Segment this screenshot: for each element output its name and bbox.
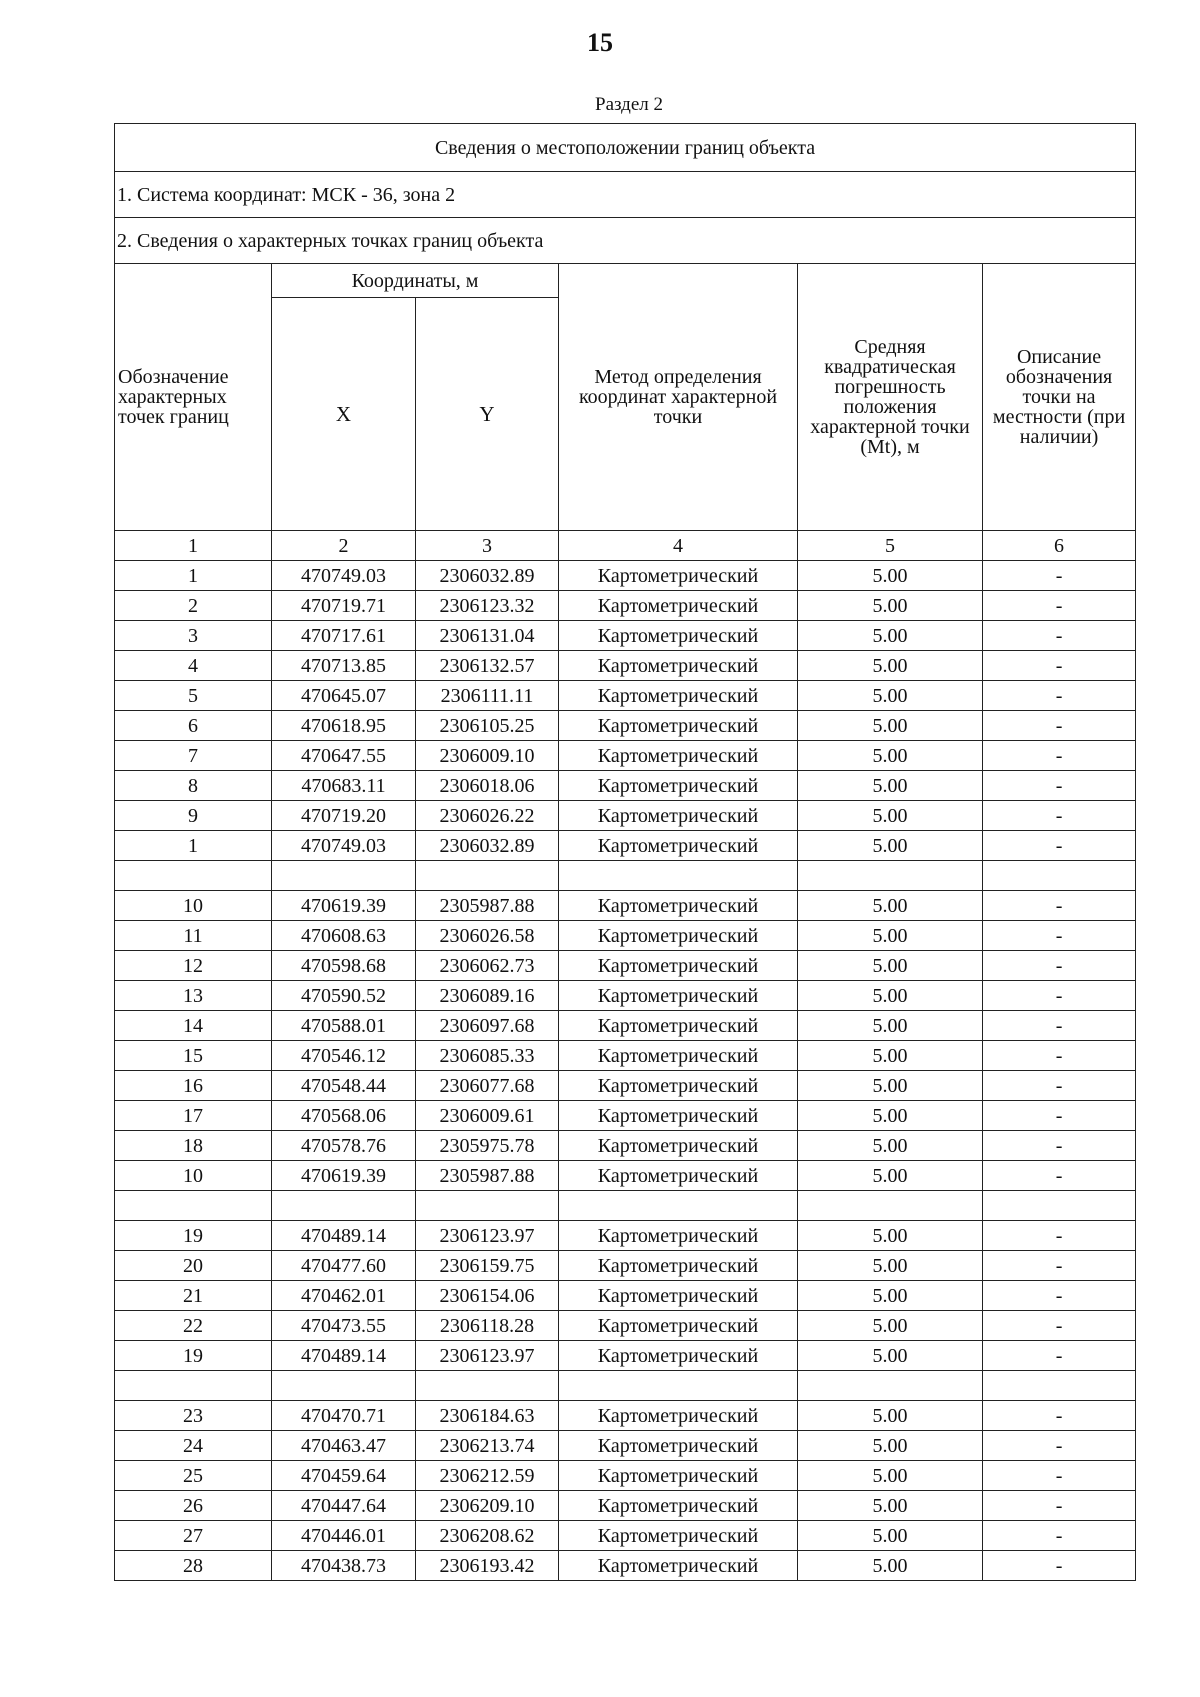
point-id-cell (115, 1371, 272, 1401)
x-coordinate-cell: 470713.85 (272, 651, 416, 681)
point-id-cell: 4 (115, 651, 272, 681)
column-number-cell: 6 (983, 531, 1136, 561)
column-number-cell: 5 (798, 531, 983, 561)
x-coordinate-cell: 470446.01 (272, 1521, 416, 1551)
description-cell (983, 1371, 1136, 1401)
method-cell: Картометрический (559, 1101, 798, 1131)
error-cell: 5.00 (798, 1131, 983, 1161)
table-row (115, 621, 1136, 651)
table-row (115, 1221, 1136, 1251)
y-coordinate-cell: 2306123.97 (416, 1341, 559, 1371)
header-method: Метод определения координат характерной точки (559, 264, 798, 531)
table-row (115, 891, 1136, 921)
method-cell (559, 861, 798, 891)
point-id-cell: 16 (115, 1071, 272, 1101)
header-error: Средняя квадратическая погрешность положения характерной точки (Mt), м (798, 264, 983, 531)
x-coordinate-cell: 470546.12 (272, 1041, 416, 1071)
error-cell: 5.00 (798, 1431, 983, 1461)
method-cell: Картометрический (559, 1491, 798, 1521)
error-cell: 5.00 (798, 1011, 983, 1041)
description-cell: - (983, 1491, 1136, 1521)
method-cell: Картометрический (559, 1281, 798, 1311)
description-cell: - (983, 951, 1136, 981)
description-cell: - (983, 561, 1136, 591)
point-id-cell: 27 (115, 1521, 272, 1551)
error-cell: 5.00 (798, 711, 983, 741)
y-coordinate-cell: 2306097.68 (416, 1011, 559, 1041)
error-cell: 5.00 (798, 1071, 983, 1101)
column-number-row (115, 531, 1136, 561)
error-cell: 5.00 (798, 1521, 983, 1551)
y-coordinate-cell: 2306154.06 (416, 1281, 559, 1311)
points-caption-row (115, 218, 1136, 264)
description-cell: - (983, 681, 1136, 711)
description-cell: - (983, 891, 1136, 921)
point-id-cell: 10 (115, 1161, 272, 1191)
method-cell: Картометрический (559, 891, 798, 921)
table-row (115, 1131, 1136, 1161)
method-cell: Картометрический (559, 1161, 798, 1191)
x-coordinate-cell: 470618.95 (272, 711, 416, 741)
error-cell: 5.00 (798, 621, 983, 651)
table-row (115, 1341, 1136, 1371)
error-cell: 5.00 (798, 1101, 983, 1131)
method-cell (559, 1371, 798, 1401)
y-coordinate-cell: 2305987.88 (416, 891, 559, 921)
point-id-cell: 22 (115, 1311, 272, 1341)
table-row (115, 591, 1136, 621)
table-row (115, 921, 1136, 951)
error-cell: 5.00 (798, 1251, 983, 1281)
y-coordinate-cell: 2306159.75 (416, 1251, 559, 1281)
table-title-row (115, 124, 1136, 172)
method-cell: Картометрический (559, 1401, 798, 1431)
x-coordinate-cell: 470719.20 (272, 801, 416, 831)
description-cell: - (983, 981, 1136, 1011)
point-id-cell: 17 (115, 1101, 272, 1131)
point-id-cell: 6 (115, 711, 272, 741)
separator-row (115, 861, 1136, 891)
table-row (115, 651, 1136, 681)
y-coordinate-cell: 2306184.63 (416, 1401, 559, 1431)
table-row (115, 1101, 1136, 1131)
table-row (115, 1491, 1136, 1521)
x-coordinate-cell: 470719.71 (272, 591, 416, 621)
point-id-cell: 3 (115, 621, 272, 651)
header-x: X (272, 298, 416, 531)
error-cell: 5.00 (798, 591, 983, 621)
point-id-cell: 5 (115, 681, 272, 711)
x-coordinate-cell: 470645.07 (272, 681, 416, 711)
description-cell: - (983, 1131, 1136, 1161)
method-cell: Картометрический (559, 591, 798, 621)
error-cell: 5.00 (798, 831, 983, 861)
y-coordinate-cell: 2306123.32 (416, 591, 559, 621)
separator-row (115, 1371, 1136, 1401)
table-row (115, 801, 1136, 831)
x-coordinate-cell (272, 861, 416, 891)
x-coordinate-cell: 470608.63 (272, 921, 416, 951)
y-coordinate-cell: 2306077.68 (416, 1071, 559, 1101)
description-cell: - (983, 591, 1136, 621)
error-cell: 5.00 (798, 921, 983, 951)
method-cell: Картометрический (559, 741, 798, 771)
coord-system-row (115, 172, 1136, 218)
separator-row (115, 1191, 1136, 1221)
y-coordinate-cell: 2306193.42 (416, 1551, 559, 1581)
y-coordinate-cell: 2306111.11 (416, 681, 559, 711)
description-cell: - (983, 1431, 1136, 1461)
x-coordinate-cell: 470619.39 (272, 891, 416, 921)
x-coordinate-cell: 470647.55 (272, 741, 416, 771)
error-cell: 5.00 (798, 1221, 983, 1251)
column-number-cell: 2 (272, 531, 416, 561)
description-cell: - (983, 1161, 1136, 1191)
method-cell: Картометрический (559, 681, 798, 711)
x-coordinate-cell (272, 1371, 416, 1401)
error-cell: 5.00 (798, 1551, 983, 1581)
table-row (115, 1551, 1136, 1581)
y-coordinate-cell: 2306032.89 (416, 831, 559, 861)
table-row (115, 831, 1136, 861)
table-title: Сведения о местоположении границ объекта (115, 124, 1136, 172)
description-cell: - (983, 651, 1136, 681)
coord-system-text: 1. Система координат: МСК - 36, зона 2 (115, 172, 1136, 218)
method-cell: Картометрический (559, 651, 798, 681)
description-cell: - (983, 1071, 1136, 1101)
description-cell: - (983, 921, 1136, 951)
description-cell: - (983, 1101, 1136, 1131)
y-coordinate-cell: 2306123.97 (416, 1221, 559, 1251)
description-cell: - (983, 1521, 1136, 1551)
description-cell: - (983, 1041, 1136, 1071)
method-cell: Картометрический (559, 1431, 798, 1461)
point-id-cell: 21 (115, 1281, 272, 1311)
description-cell: - (983, 1311, 1136, 1341)
point-id-cell: 8 (115, 771, 272, 801)
y-coordinate-cell (416, 1191, 559, 1221)
y-coordinate-cell: 2306085.33 (416, 1041, 559, 1071)
error-cell: 5.00 (798, 1311, 983, 1341)
x-coordinate-cell: 470489.14 (272, 1341, 416, 1371)
method-cell: Картометрический (559, 1251, 798, 1281)
header-point-designation: Обозначение характерных точек границ (115, 264, 272, 531)
description-cell: - (983, 771, 1136, 801)
method-cell: Картометрический (559, 1131, 798, 1161)
y-coordinate-cell: 2306062.73 (416, 951, 559, 981)
y-coordinate-cell: 2306089.16 (416, 981, 559, 1011)
description-cell: - (983, 1011, 1136, 1041)
point-id-cell: 1 (115, 561, 272, 591)
error-cell: 5.00 (798, 981, 983, 1011)
point-id-cell: 15 (115, 1041, 272, 1071)
table-row (115, 1311, 1136, 1341)
description-cell: - (983, 1341, 1136, 1371)
y-coordinate-cell: 2306209.10 (416, 1491, 559, 1521)
y-coordinate-cell: 2306132.57 (416, 651, 559, 681)
y-coordinate-cell: 2306026.58 (416, 921, 559, 951)
x-coordinate-cell: 470548.44 (272, 1071, 416, 1101)
error-cell: 5.00 (798, 651, 983, 681)
point-id-cell: 20 (115, 1251, 272, 1281)
point-id-cell (115, 861, 272, 891)
table-row (115, 771, 1136, 801)
y-coordinate-cell: 2306009.61 (416, 1101, 559, 1131)
x-coordinate-cell: 470470.71 (272, 1401, 416, 1431)
method-cell: Картометрический (559, 981, 798, 1011)
point-id-cell: 23 (115, 1401, 272, 1431)
error-cell: 5.00 (798, 891, 983, 921)
x-coordinate-cell: 470578.76 (272, 1131, 416, 1161)
y-coordinate-cell: 2306118.28 (416, 1311, 559, 1341)
description-cell: - (983, 621, 1136, 651)
table-row (115, 1431, 1136, 1461)
x-coordinate-cell (272, 1191, 416, 1221)
description-cell: - (983, 1551, 1136, 1581)
y-coordinate-cell: 2306026.22 (416, 801, 559, 831)
description-cell: - (983, 1221, 1136, 1251)
error-cell: 5.00 (798, 1281, 983, 1311)
description-cell: - (983, 801, 1136, 831)
table-row (115, 741, 1136, 771)
method-cell: Картометрический (559, 951, 798, 981)
point-id-cell: 2 (115, 591, 272, 621)
error-cell: 5.00 (798, 1041, 983, 1071)
y-coordinate-cell: 2306105.25 (416, 711, 559, 741)
table-row (115, 981, 1136, 1011)
point-id-cell: 7 (115, 741, 272, 771)
point-id-cell: 10 (115, 891, 272, 921)
x-coordinate-cell: 470477.60 (272, 1251, 416, 1281)
y-coordinate-cell: 2306018.06 (416, 771, 559, 801)
error-cell (798, 861, 983, 891)
method-cell: Картометрический (559, 771, 798, 801)
x-coordinate-cell: 470438.73 (272, 1551, 416, 1581)
point-id-cell: 24 (115, 1431, 272, 1461)
point-id-cell: 13 (115, 981, 272, 1011)
x-coordinate-cell: 470462.01 (272, 1281, 416, 1311)
x-coordinate-cell: 470459.64 (272, 1461, 416, 1491)
error-cell: 5.00 (798, 771, 983, 801)
error-cell: 5.00 (798, 741, 983, 771)
x-coordinate-cell: 470598.68 (272, 951, 416, 981)
point-id-cell: 19 (115, 1221, 272, 1251)
point-id-cell: 26 (115, 1491, 272, 1521)
description-cell: - (983, 1461, 1136, 1491)
y-coordinate-cell: 2306212.59 (416, 1461, 559, 1491)
x-coordinate-cell: 470619.39 (272, 1161, 416, 1191)
method-cell: Картометрический (559, 1011, 798, 1041)
description-cell: - (983, 741, 1136, 771)
point-id-cell: 18 (115, 1131, 272, 1161)
y-coordinate-cell: 2306131.04 (416, 621, 559, 651)
error-cell: 5.00 (798, 951, 983, 981)
page-number: 15 (587, 28, 613, 57)
x-coordinate-cell: 470588.01 (272, 1011, 416, 1041)
table-row (115, 561, 1136, 591)
point-id-cell: 9 (115, 801, 272, 831)
method-cell (559, 1191, 798, 1221)
y-coordinate-cell (416, 1371, 559, 1401)
table-row (115, 711, 1136, 741)
y-coordinate-cell: 2306213.74 (416, 1431, 559, 1461)
column-number-cell: 1 (115, 531, 272, 561)
header-y: Y (416, 298, 559, 531)
description-cell: - (983, 1251, 1136, 1281)
description-cell: - (983, 831, 1136, 861)
description-cell (983, 861, 1136, 891)
method-cell: Картометрический (559, 1041, 798, 1071)
table-row (115, 681, 1136, 711)
points-caption-text: 2. Сведения о характерных точках границ объекта (115, 218, 1136, 264)
error-cell: 5.00 (798, 801, 983, 831)
description-cell (983, 1191, 1136, 1221)
error-cell: 5.00 (798, 561, 983, 591)
x-coordinate-cell: 470590.52 (272, 981, 416, 1011)
method-cell: Картометрический (559, 831, 798, 861)
y-coordinate-cell: 2305975.78 (416, 1131, 559, 1161)
table-row (115, 1161, 1136, 1191)
error-cell: 5.00 (798, 1491, 983, 1521)
x-coordinate-cell: 470489.14 (272, 1221, 416, 1251)
method-cell: Картометрический (559, 1521, 798, 1551)
x-coordinate-cell: 470568.06 (272, 1101, 416, 1131)
error-cell (798, 1191, 983, 1221)
method-cell: Картометрический (559, 1311, 798, 1341)
method-cell: Картометрический (559, 621, 798, 651)
y-coordinate-cell (416, 861, 559, 891)
boundary-points-table (114, 123, 1136, 1581)
header-description: Описание обозначения точки на местности (при наличии) (983, 264, 1136, 531)
error-cell (798, 1371, 983, 1401)
point-id-cell (115, 1191, 272, 1221)
table-row (115, 1011, 1136, 1041)
table-row (115, 1461, 1136, 1491)
method-cell: Картометрический (559, 561, 798, 591)
table-row (115, 1401, 1136, 1431)
method-cell: Картометрический (559, 1461, 798, 1491)
x-coordinate-cell: 470463.47 (272, 1431, 416, 1461)
method-cell: Картометрический (559, 1341, 798, 1371)
error-cell: 5.00 (798, 1341, 983, 1371)
y-coordinate-cell: 2306208.62 (416, 1521, 559, 1551)
table-row (115, 1041, 1136, 1071)
table-row (115, 951, 1136, 981)
table-row (115, 1281, 1136, 1311)
point-id-cell: 25 (115, 1461, 272, 1491)
error-cell: 5.00 (798, 1461, 983, 1491)
column-number-cell: 3 (416, 531, 559, 561)
point-id-cell: 28 (115, 1551, 272, 1581)
error-cell: 5.00 (798, 1401, 983, 1431)
x-coordinate-cell: 470749.03 (272, 561, 416, 591)
header-coordinates: Координаты, м (272, 264, 559, 298)
x-coordinate-cell: 470473.55 (272, 1311, 416, 1341)
x-coordinate-cell: 470447.64 (272, 1491, 416, 1521)
method-cell: Картометрический (559, 1221, 798, 1251)
point-id-cell: 12 (115, 951, 272, 981)
x-coordinate-cell: 470683.11 (272, 771, 416, 801)
method-cell: Картометрический (559, 711, 798, 741)
point-id-cell: 19 (115, 1341, 272, 1371)
description-cell: - (983, 1281, 1136, 1311)
x-coordinate-cell: 470749.03 (272, 831, 416, 861)
description-cell: - (983, 1401, 1136, 1431)
error-cell: 5.00 (798, 1161, 983, 1191)
table-row (115, 1521, 1136, 1551)
description-cell: - (983, 711, 1136, 741)
point-id-cell: 14 (115, 1011, 272, 1041)
method-cell: Картометрический (559, 1551, 798, 1581)
y-coordinate-cell: 2305987.88 (416, 1161, 559, 1191)
point-id-cell: 11 (115, 921, 272, 951)
header-row-1 (115, 264, 1136, 298)
table-row (115, 1251, 1136, 1281)
y-coordinate-cell: 2306032.89 (416, 561, 559, 591)
method-cell: Картометрический (559, 1071, 798, 1101)
point-id-cell: 1 (115, 831, 272, 861)
method-cell: Картометрический (559, 921, 798, 951)
x-coordinate-cell: 470717.61 (272, 621, 416, 651)
method-cell: Картометрический (559, 801, 798, 831)
column-number-cell: 4 (559, 531, 798, 561)
y-coordinate-cell: 2306009.10 (416, 741, 559, 771)
section-label: Раздел 2 (595, 94, 663, 115)
error-cell: 5.00 (798, 681, 983, 711)
table-row (115, 1071, 1136, 1101)
